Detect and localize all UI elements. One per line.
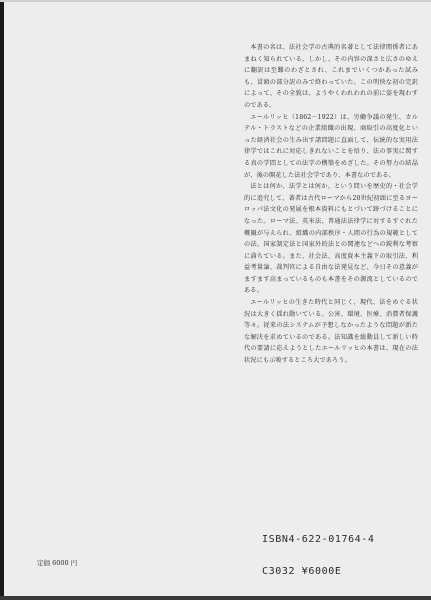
classification-code: C3032 ¥6000E [262,566,342,577]
description-paragraph: 本書の名は、法社会学の古典的名著として法律関係者にあまねく知られている。しかし、その内容の深さと広さのゆえに翻訳は至難のわざとされ、これまでいくつかあった試みも、冒頭の部分訳のみで終わっていた。この明快な初の完訳によって、その全貌は、ようやくわれわれの前に姿を現わすのである。 [244,44,418,109]
description-paragraph: エールリッヒ（1862－1922）は、労働争議の発生、カルテル・トラストなどの企業組織の出現、商取引の高度化といった経済社会の生み出す諸問題に直面して、伝統的な実用法律学ではこれに対応しきれないことを悟り、法の事実に関する真の学問としての法学の構築をめざした。その努力の結晶が、後の開花した法社会学であり、本書なのである。 [244,113,418,179]
list-price: 定価 6000 円 [37,559,78,567]
isbn-code: ISBN4-622-01764-4 [262,534,375,545]
description-paragraph: 法とは何か、法学とは何か、という問いを歴史的・社会学的に追究して、著者は古代ローマから20世紀初頭に至るヨーロッパ法文化の発展を根本資料にもとづいて跡づけることになった。ローマ法、英米法、普通法法律学に対するすぐれた概観が与えられ、組織の内部秩序・人間の行為の規範としての法、国家制定法と国家外的法との関連などへの鋭利な考察に満ちている。また、社会法、高度資本主義下の取引法、利益考量論、裁判官による自由な法発見など、今日その意義がますます高まっているものも本書をその源流としているのである。 [244,183,418,295]
book-description [244,42,418,367]
description-paragraph: エールリッヒの生きた時代と同じく、現代、法をめぐる状況は大きく揺れ動いている。公害、環境、医療、消費者保護等々。従来の法システムが予想しなかったような問題が新たな解決を求めているのである。法知識を総動員して新しい時代の要請に応えようとしたエールリッヒの本書は、現在の法状況にも示唆するところ大であろう。 [244,299,418,365]
cover-bottom-edge [0,596,431,600]
cover-left-edge [0,0,4,600]
cover-top-edge [0,0,431,2]
